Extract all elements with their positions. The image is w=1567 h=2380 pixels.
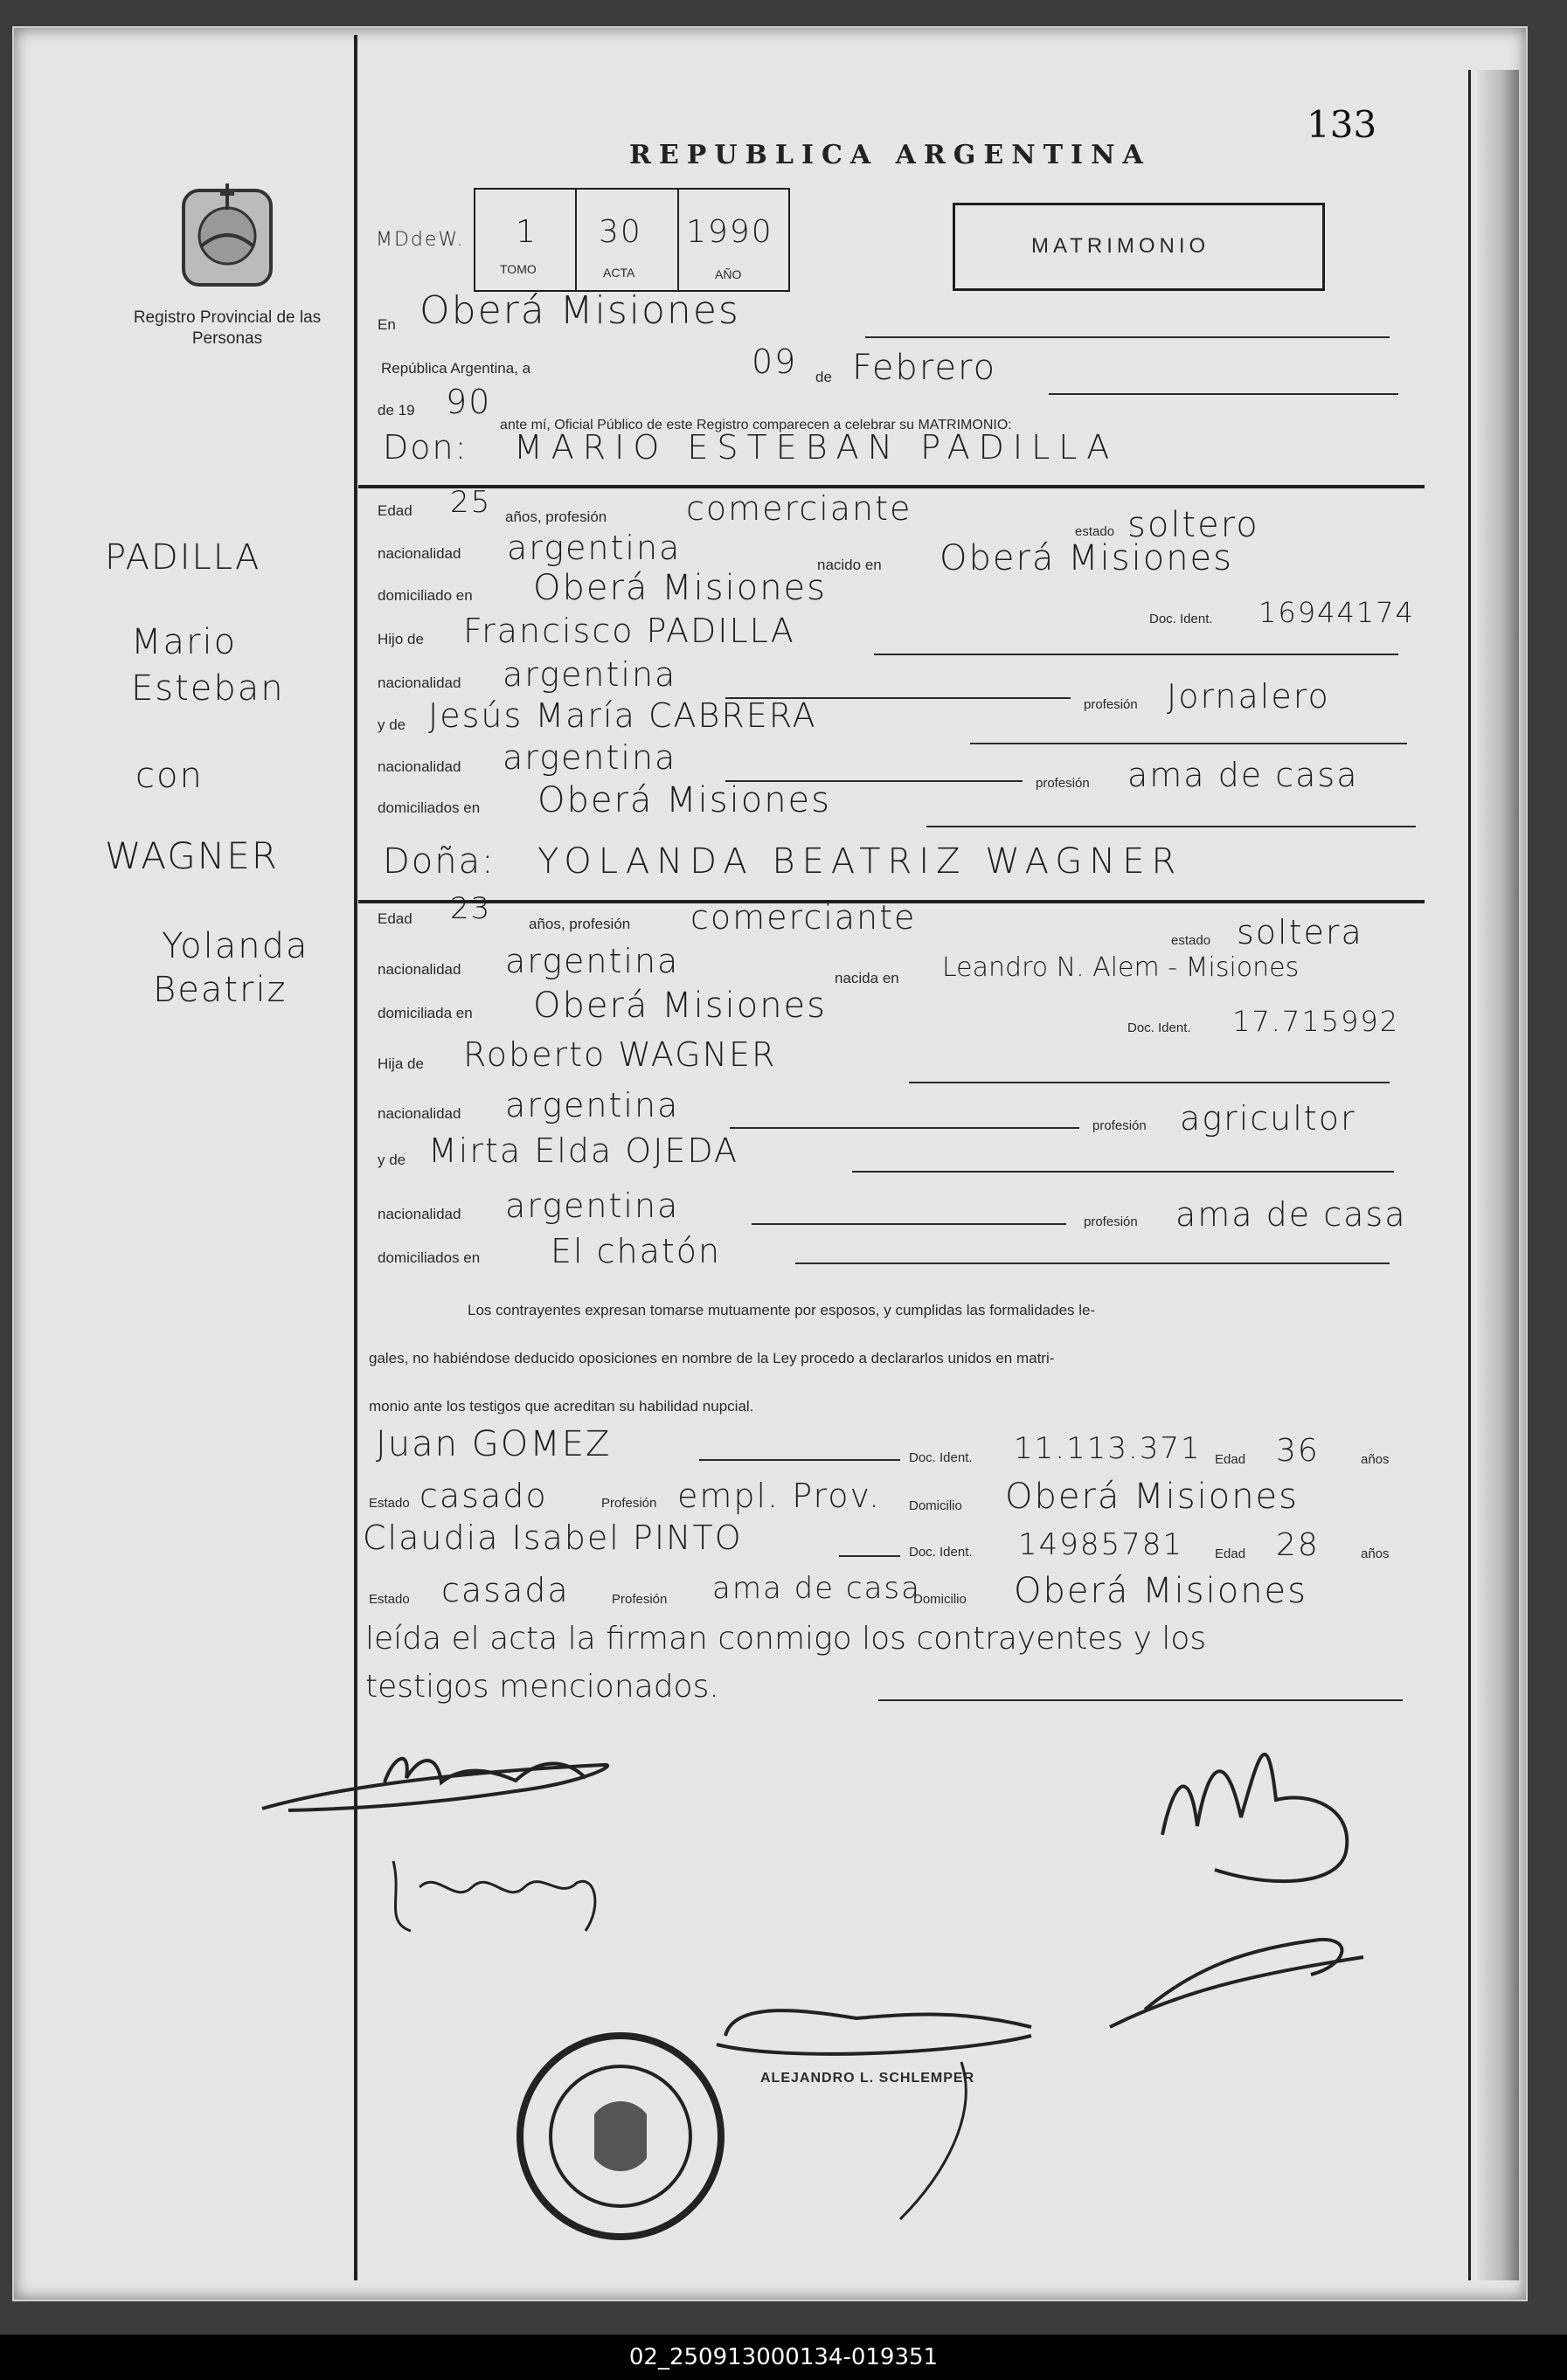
groom-mother: Jesús María CABRERA	[428, 696, 817, 735]
tomo-label: TOMO	[500, 262, 537, 276]
witness2-doc: 14985781	[1018, 1527, 1184, 1562]
groom-m-nationality: argentina	[503, 738, 677, 777]
bride-anos-prof-label: años, profesión	[529, 916, 631, 932]
groom-f-nationality: argentina	[503, 655, 677, 694]
de-label: de	[815, 369, 832, 385]
groom-doc: 16944174	[1258, 596, 1415, 629]
margin-given-2b: Beatriz	[153, 970, 288, 1010]
ref-prefix: MDdeW.	[376, 229, 465, 251]
groom-domicile: Oberá Misiones	[533, 568, 828, 608]
witness1-anos-label: años	[1361, 1452, 1390, 1467]
witness1-estado-label: Estado	[369, 1496, 410, 1511]
bride-edad-label: Edad	[378, 910, 413, 927]
margin-rule	[354, 35, 357, 2280]
witness2-anos-label: años	[1361, 1546, 1390, 1561]
en-label: En	[378, 316, 396, 333]
intro-text: ante mí, Oficial Público de este Registro comparecen a celebrar su MATRIMONIO:	[500, 418, 1012, 432]
witness2-edad-label: Edad	[1215, 1546, 1246, 1561]
bride-yde-label: y de	[378, 1152, 406, 1168]
groom-father: Francisco PADILLA	[463, 612, 795, 650]
bride-f-prof-label: profesión	[1092, 1118, 1147, 1133]
groom-f-prof-label: profesión	[1084, 697, 1138, 712]
groom-parents-domicile: Oberá Misiones	[537, 780, 832, 820]
groom-estado: soltero	[1127, 505, 1259, 545]
margin-surname-2: WAGNER	[105, 834, 279, 877]
witness2-domicile: Oberá Misiones	[1014, 1571, 1308, 1611]
groom-f-profession: Jornalero	[1167, 677, 1330, 716]
closing-line-1: leída el acta la firman conmigo los contrayentes y los	[365, 1621, 1207, 1657]
rule	[699, 1459, 900, 1461]
groom-m-profession: ama de casa	[1127, 756, 1359, 794]
rule	[874, 654, 1398, 655]
tomo-value: 1	[516, 214, 537, 250]
witness2-dom-label: Domicilio	[913, 1592, 967, 1607]
bride-m-nationality: argentina	[505, 1187, 680, 1225]
witness1-doc-label: Doc. Ident.	[909, 1450, 973, 1465]
ref-divider-2	[677, 190, 679, 290]
groom-f-nac-label: nacionalidad	[378, 675, 461, 691]
intro-month: Febrero	[852, 348, 997, 388]
groom-age: 25	[450, 485, 492, 520]
rule	[795, 1263, 1390, 1264]
rule	[358, 485, 1425, 488]
bride-title: Doña:	[383, 841, 496, 882]
stamp-line: ALEJANDRO L. SCHLEMPER	[760, 2071, 975, 2086]
anio-label: AÑO	[715, 267, 742, 281]
bride-nacida-label: nacida en	[835, 970, 899, 986]
bride-profession: comerciante	[690, 898, 917, 937]
margin-con: con	[135, 756, 204, 796]
groom-name: MARIO ESTEBAN PADILLA	[514, 428, 1119, 467]
type-label: MATRIMONIO	[1031, 234, 1210, 258]
witness1-domicile: Oberá Misiones	[1005, 1477, 1300, 1517]
bride-doc-label: Doc. Ident.	[1127, 1020, 1191, 1035]
anio-value: 1990	[686, 214, 773, 250]
bride-nationality: argentina	[505, 942, 680, 980]
witness1-edad-label: Edad	[1215, 1452, 1246, 1467]
bride-nac-label: nacionalidad	[378, 961, 461, 978]
witness1-name: Juan GOMEZ	[376, 1424, 612, 1464]
witness2-doc-label: Doc. Ident.	[909, 1545, 973, 1560]
rule	[865, 336, 1390, 338]
groom-birthplace: Oberá Misiones	[940, 538, 1234, 578]
rule	[970, 743, 1407, 744]
bride-birthplace: Leandro N. Alem - Misiones	[942, 952, 1300, 983]
bride-estado: soltera	[1237, 913, 1363, 951]
bride-age: 23	[450, 891, 492, 926]
acta-value: 30	[599, 214, 642, 250]
registry-seal-icon	[511, 2027, 730, 2245]
witness1-doc: 11.113.371	[1014, 1431, 1202, 1466]
bride-name: YOLANDA BEATRIZ WAGNER	[537, 841, 1183, 882]
official-stamp-scribble	[699, 1983, 1066, 2228]
page-edge	[1477, 70, 1519, 2280]
rule	[878, 1699, 1403, 1701]
groom-title: Don:	[383, 428, 468, 467]
witness2-estado: casada	[441, 1571, 570, 1609]
groom-signature	[253, 1730, 638, 1835]
witness1-dom-label: Domicilio	[909, 1498, 962, 1513]
country-heading: REPUBLICA ARGENTINA	[629, 140, 1151, 170]
bride-m-nac-label: nacionalidad	[378, 1206, 461, 1222]
bride-hija-label: Hija de	[378, 1055, 424, 1072]
intro-day: 09	[752, 342, 798, 381]
bride-pdom-label: domiciliados en	[378, 1249, 481, 1266]
official-signature	[1092, 1704, 1381, 2036]
bride-dom-label: domiciliada en	[378, 1005, 473, 1021]
registry-name: Registro Provincial de las Personas	[133, 308, 322, 348]
bride-m-profession: ama de casa	[1175, 1195, 1407, 1234]
groom-yde-label: y de	[378, 716, 406, 733]
rule	[909, 1082, 1390, 1083]
witness2-estado-label: Estado	[369, 1592, 410, 1607]
bride-estado-label: estado	[1171, 933, 1211, 948]
bride-mother: Mirta Elda OJEDA	[428, 1131, 738, 1170]
ref-divider-1	[575, 190, 577, 290]
bride-doc: 17.715992	[1232, 1005, 1400, 1038]
image-caption: 02_250913000134-019351	[0, 2335, 1567, 2380]
bride-m-prof-label: profesión	[1084, 1214, 1138, 1229]
right-rule	[1468, 70, 1471, 2280]
rule	[752, 1223, 1066, 1225]
bride-domicile: Oberá Misiones	[533, 986, 828, 1026]
closing-line-2: testigos mencionados.	[365, 1669, 719, 1705]
groom-edad-label: Edad	[378, 502, 413, 519]
bride-f-nac-label: nacionalidad	[378, 1105, 461, 1122]
acta-label: ACTA	[603, 266, 635, 280]
groom-nationality: argentina	[507, 529, 682, 567]
margin-given-1b: Esteban	[131, 668, 285, 709]
witness2-profession: ama de casa	[712, 1571, 921, 1606]
witness1-prof-label: Profesión	[601, 1496, 657, 1511]
year-prefix: de 19	[378, 402, 415, 419]
declaration-line-2: gales, no habiéndose deducido oposiciones en nombre de la Ley procedo a declararlos unidos en matri-	[369, 1350, 1055, 1366]
intro-place: Oberá Misiones	[419, 288, 740, 333]
year-suffix: 90	[446, 383, 492, 421]
groom-nacido-label: nacido en	[817, 557, 882, 573]
groom-profession: comerciante	[686, 489, 912, 528]
declaration-line-1: Los contrayentes expresan tomarse mutuamente por esposos, y cumplidas las formalidades le-	[468, 1302, 1096, 1318]
witness2-name: Claudia Isabel PINTO	[363, 1519, 743, 1557]
declaration-line-3: monio ante los testigos que acreditan su habilidad nupcial.	[369, 1398, 754, 1415]
bride-parents-domicile: El chatón	[551, 1232, 722, 1270]
page-number: 133	[1307, 103, 1377, 146]
rule	[926, 826, 1416, 827]
margin-given-1a: Mario	[131, 622, 238, 662]
witness2-prof-label: Profesión	[612, 1592, 668, 1607]
rule	[839, 1555, 900, 1557]
province-emblem-icon	[166, 175, 288, 297]
margin-surname-1: PADILLA	[105, 537, 261, 578]
bride-f-nationality: argentina	[505, 1086, 680, 1124]
bride-f-profession: agricultor	[1180, 1099, 1356, 1138]
bride-signature	[376, 1835, 638, 1948]
groom-hijo-label: Hijo de	[378, 631, 424, 647]
witness1-estado: casado	[419, 1477, 548, 1515]
groom-m-prof-label: profesión	[1036, 776, 1090, 791]
rule	[852, 1171, 1394, 1173]
groom-pdom-label: domiciliados en	[378, 799, 481, 816]
groom-doc-label: Doc. Ident.	[1149, 612, 1213, 626]
groom-m-nac-label: nacionalidad	[378, 758, 461, 775]
witness2-age: 28	[1276, 1527, 1320, 1563]
witness1-age: 36	[1276, 1433, 1320, 1469]
bride-father: Roberto WAGNER	[463, 1035, 777, 1074]
groom-anos-prof-label: años, profesión	[505, 509, 607, 525]
rule	[730, 1127, 1079, 1129]
groom-estado-label: estado	[1075, 524, 1115, 539]
rep-label: República Argentina, a	[381, 360, 531, 377]
groom-nac-label: nacionalidad	[378, 545, 461, 562]
margin-given-2a: Yolanda	[162, 926, 309, 966]
rule	[1049, 393, 1398, 395]
groom-dom-label: domiciliado en	[378, 587, 473, 604]
witness1-profession: empl. Prov.	[677, 1477, 882, 1515]
